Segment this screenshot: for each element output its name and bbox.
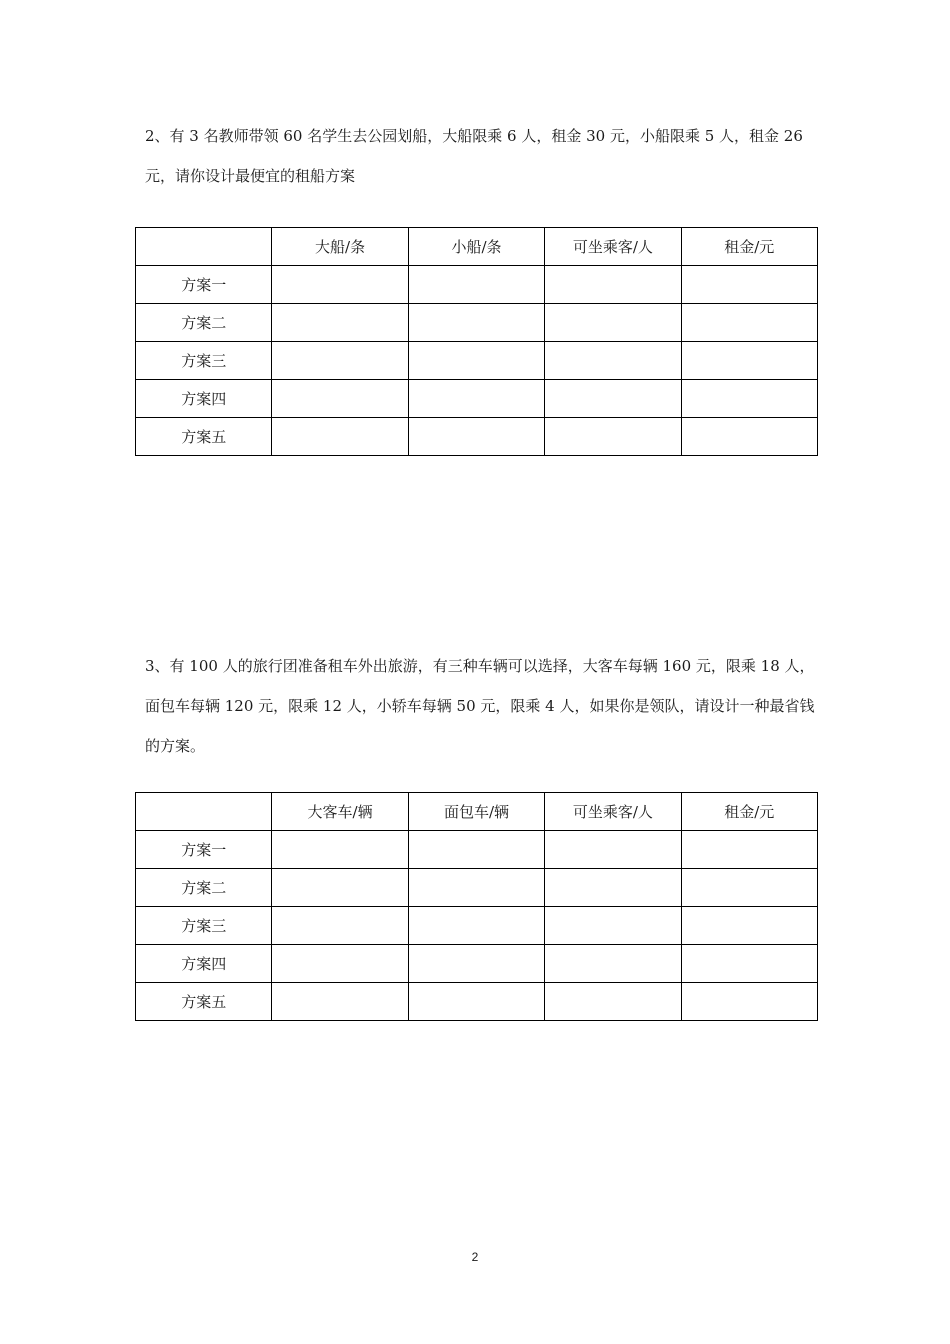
blank-cell xyxy=(408,907,544,945)
blank-cell xyxy=(681,418,817,456)
problem-3-table xyxy=(135,792,818,1021)
table-row xyxy=(136,342,818,380)
blank-cell xyxy=(681,907,817,945)
header-cell-rent: 租金/元 xyxy=(681,228,817,266)
blank-cell xyxy=(545,342,681,380)
table-row xyxy=(136,983,818,1021)
row-label: 方案五 xyxy=(136,983,272,1021)
row-label: 方案四 xyxy=(136,945,272,983)
blank-cell xyxy=(545,380,681,418)
header-cell-rent: 租金/元 xyxy=(681,793,817,831)
blank-cell xyxy=(545,304,681,342)
problem-2-table xyxy=(135,227,818,456)
problem-3-text: 3、有 100 人的旅行团准备租车外出旅游，有三种车辆可以选择，大客车每辆 160 元，限乘 18 人，面包车每辆 120 元，限乘 12 人，小轿车每辆 50 元，限乘 4 人，如果你是领队，请设计一种最省钱的方案。 xyxy=(145,657,815,755)
blank-cell xyxy=(272,831,408,869)
table-row xyxy=(136,831,818,869)
blank-cell xyxy=(272,266,408,304)
blank-cell xyxy=(681,266,817,304)
header-cell-passengers: 可坐乘客/人 xyxy=(545,228,681,266)
blank-cell xyxy=(545,945,681,983)
table-header-row xyxy=(136,793,818,831)
blank-cell xyxy=(545,266,681,304)
header-cell-bus: 大客车/辆 xyxy=(272,793,408,831)
row-label: 方案二 xyxy=(136,304,272,342)
blank-cell xyxy=(408,869,544,907)
blank-cell xyxy=(408,380,544,418)
row-label: 方案一 xyxy=(136,831,272,869)
table-header-row xyxy=(136,228,818,266)
header-cell-passengers: 可坐乘客/人 xyxy=(545,793,681,831)
blank-cell xyxy=(408,418,544,456)
row-label: 方案二 xyxy=(136,869,272,907)
blank-cell xyxy=(408,266,544,304)
blank-cell xyxy=(681,869,817,907)
blank-cell xyxy=(545,907,681,945)
header-cell-empty xyxy=(136,228,272,266)
blank-cell xyxy=(272,380,408,418)
blank-cell xyxy=(408,945,544,983)
header-cell-van: 面包车/辆 xyxy=(408,793,544,831)
blank-cell xyxy=(272,418,408,456)
page-number: 2 xyxy=(471,1250,479,1264)
blank-cell xyxy=(408,304,544,342)
blank-cell xyxy=(545,869,681,907)
table-row xyxy=(136,380,818,418)
blank-cell xyxy=(408,831,544,869)
table-row xyxy=(136,304,818,342)
row-label: 方案四 xyxy=(136,380,272,418)
blank-cell xyxy=(681,983,817,1021)
header-cell-empty xyxy=(136,793,272,831)
blank-cell xyxy=(408,983,544,1021)
row-label: 方案三 xyxy=(136,342,272,380)
table-row xyxy=(136,945,818,983)
table-row xyxy=(136,907,818,945)
blank-cell xyxy=(681,945,817,983)
blank-cell xyxy=(272,945,408,983)
table-row xyxy=(136,418,818,456)
blank-cell xyxy=(545,831,681,869)
row-label: 方案三 xyxy=(136,907,272,945)
blank-cell xyxy=(545,983,681,1021)
blank-cell xyxy=(272,304,408,342)
blank-cell xyxy=(681,380,817,418)
blank-cell xyxy=(272,869,408,907)
blank-cell xyxy=(681,831,817,869)
blank-cell xyxy=(272,342,408,380)
blank-cell xyxy=(681,342,817,380)
row-label: 方案一 xyxy=(136,266,272,304)
blank-cell xyxy=(545,418,681,456)
blank-cell xyxy=(408,342,544,380)
problem-2-text: 2、有 3 名教师带领 60 名学生去公园划船，大船限乘 6 人，租金 30 元，小船限乘 5 人，租金 26 元，请你设计最便宜的租船方案 xyxy=(145,127,803,185)
blank-cell xyxy=(272,983,408,1021)
table-row xyxy=(136,869,818,907)
blank-cell xyxy=(272,907,408,945)
header-cell-small-boat: 小船/条 xyxy=(408,228,544,266)
table-row xyxy=(136,266,818,304)
row-label: 方案五 xyxy=(136,418,272,456)
blank-cell xyxy=(681,304,817,342)
header-cell-big-boat: 大船/条 xyxy=(272,228,408,266)
